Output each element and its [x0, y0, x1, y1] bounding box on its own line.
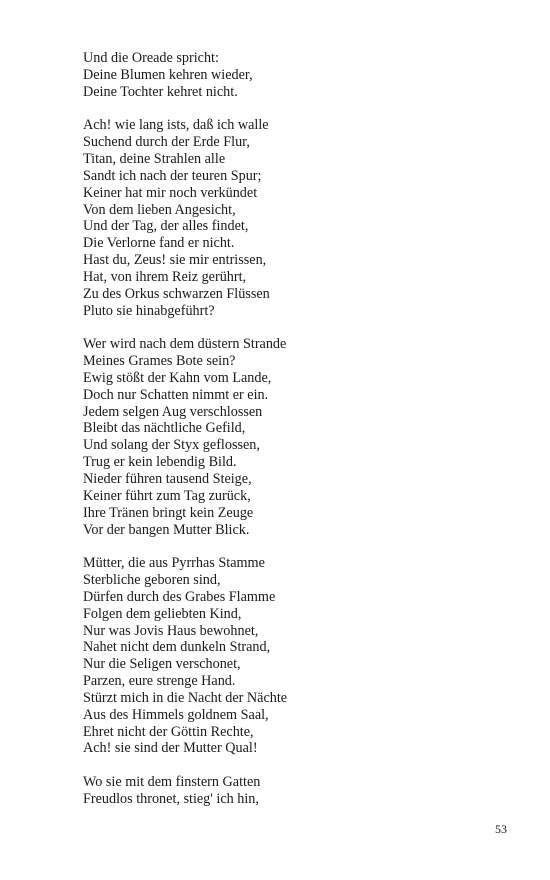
- verse-line: Trug er kein lebendig Bild.: [83, 454, 237, 471]
- verse-line: Und die Oreade spricht:: [83, 50, 219, 66]
- verse-line: Und solang der Styx geflossen,: [83, 437, 260, 454]
- verse-line: Pluto sie hinabgeführt?: [83, 302, 215, 319]
- verse-line: Hat, von ihrem Reiz gerührt,: [83, 268, 247, 285]
- verse-line: Vor der bangen Mutter Blick.: [83, 521, 250, 538]
- verse-line: Ach! sie sind der Mutter Qual!: [83, 740, 258, 757]
- stanza: [83, 774, 503, 808]
- verse-line: Mütter, die aus Pyrrhas Stamme: [83, 555, 265, 572]
- verse-line: Dürfen durch des Grabes Flamme: [83, 588, 276, 605]
- verse-line: Die Verlorne fand er nicht.: [83, 235, 235, 252]
- verse-line: Doch nur Schatten nimmt er ein.: [83, 386, 269, 403]
- verse-line: Ihre Tränen bringt kein Zeuge: [83, 504, 254, 521]
- verse-line: Titan, deine Strahlen alle: [83, 151, 226, 168]
- verse-line: Und der Tag, der alles findet,: [83, 218, 249, 235]
- verse-line: Ehret nicht der Göttin Rechte,: [83, 723, 254, 740]
- verse-line: Bleibt das nächtliche Gefild,: [83, 420, 246, 437]
- verse-line: Aus des Himmels goldnem Saal,: [83, 706, 269, 723]
- verse-line: Nahet nicht dem dunkeln Strand,: [83, 639, 271, 656]
- verse-line: Folgen dem geliebten Kind,: [83, 605, 242, 622]
- stanza: [83, 117, 503, 319]
- stanza: [83, 50, 503, 101]
- verse-line: Keiner führt zum Tag zurück,: [83, 487, 251, 504]
- verse-line: Hast du, Zeus! sie mir entrissen,: [83, 252, 267, 269]
- verse-line: Parzen, eure strenge Hand.: [83, 673, 236, 690]
- page-number: 53: [495, 822, 507, 836]
- stanza: [83, 555, 503, 757]
- verse-line: Von dem lieben Angesicht,: [83, 201, 236, 218]
- poem-body: [83, 50, 503, 825]
- verse-line: Deine Tochter kehret nicht.: [83, 83, 238, 100]
- verse-line: Suchend durch der Erde Flur,: [83, 134, 250, 151]
- verse-line: Wer wird nach dem düstern Strande: [83, 336, 287, 353]
- verse-line: Wo sie mit dem finstern Gatten: [83, 774, 261, 791]
- verse-line: Nur die Seligen verschonet,: [83, 656, 241, 673]
- verse-line: Sterbliche geboren sind,: [83, 572, 221, 589]
- verse-line: Ach! wie lang ists, daß ich walle: [83, 117, 269, 134]
- verse-line: Keiner hat mir noch verkündet: [83, 184, 258, 201]
- stanza: [83, 336, 503, 538]
- verse-line: Nieder führen tausend Steige,: [83, 471, 252, 487]
- verse-line: Sandt ich nach der teuren Spur;: [83, 167, 262, 184]
- verse-line: Nur was Jovis Haus bewohnet,: [83, 622, 259, 639]
- verse-line: Ewig stößt der Kahn vom Lande,: [83, 369, 272, 386]
- verse-line: Deine Blumen kehren wieder,: [83, 66, 253, 83]
- verse-line: Zu des Orkus schwarzen Flüssen: [83, 285, 270, 302]
- verse-line: Jedem selgen Aug verschlossen: [83, 403, 263, 420]
- verse-line: Freudlos thronet, stieg' ich hin,: [83, 790, 259, 807]
- verse-line: Stürzt mich in die Nacht der Nächte: [83, 689, 288, 706]
- verse-line: Meines Grames Bote sein?: [83, 353, 236, 370]
